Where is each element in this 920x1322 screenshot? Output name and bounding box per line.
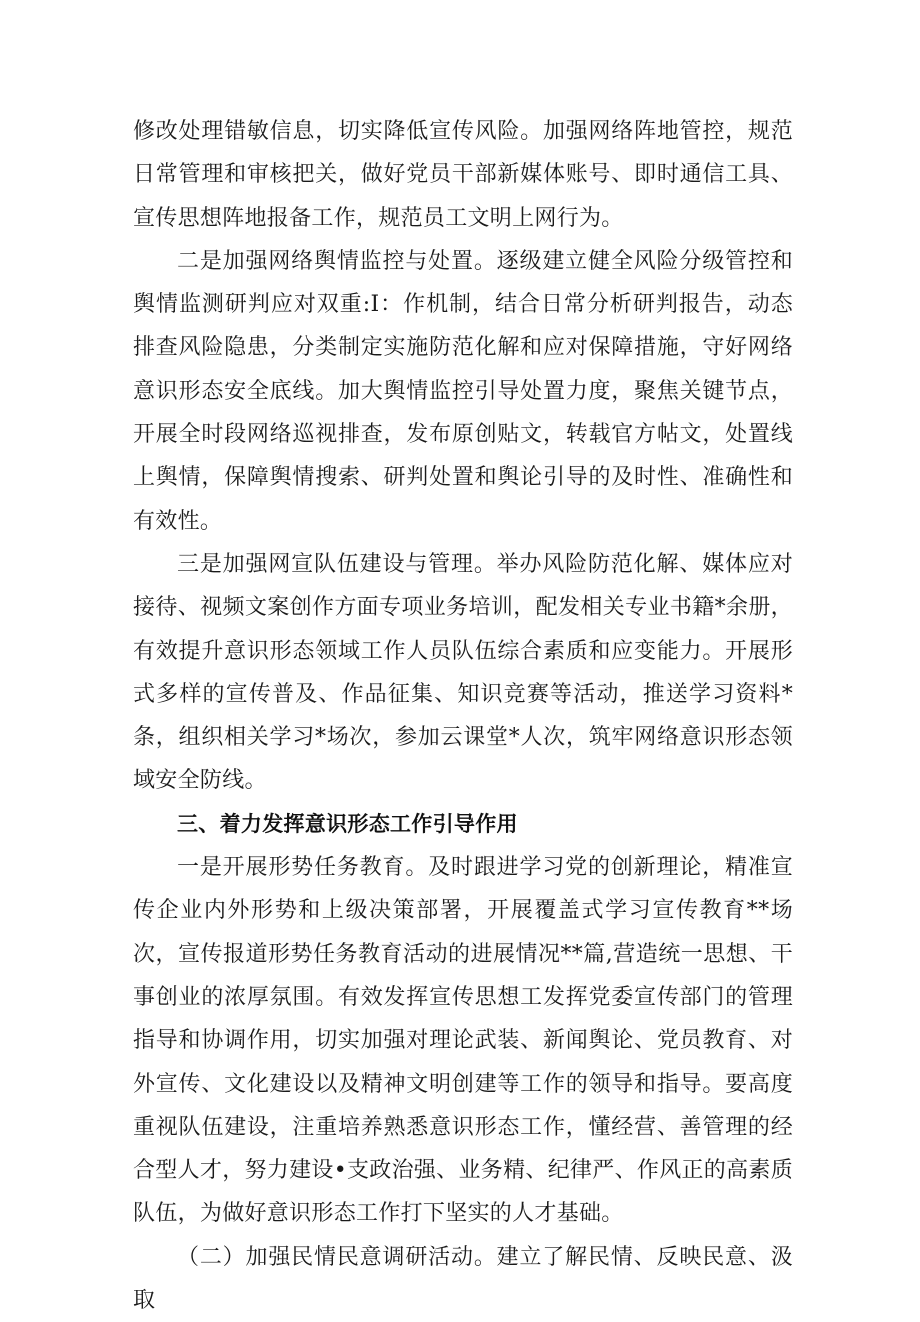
paragraph-network-team: 三是加强网宣队伍建设与管理。举办风险防范化解、媒体应对接待、视频文案创作方面专项业务培训，配发相关专业书籍*余册，有效提升意识形态领域工作人员队伍综合素质和应变能力。开展形式多样的宣传普及、作品征集、知识竞赛等活动，推送学习资料*条，组织相关学习*场次，参加云课堂*人次，筑牢网络意识形态领域安全防线。 <box>133 551 793 794</box>
paragraph-continuation: 修改处理错敏信息，切实降低宣传风险。加强网络阵地管控，规范日常管理和审核把关，做好党员干部新媒体账号、即时通信工具、宣传思想阵地报备工作，规范员工文明上网行为。 <box>133 119 793 231</box>
document-body <box>133 110 793 1322</box>
paragraph-public-sentiment-research: （二）加强民情民意调研活动。建立了解民情、反映民意、汲取 <box>133 1244 793 1314</box>
section-heading: 三、着力发挥意识形态工作引导作用 <box>177 811 518 836</box>
paragraph-situation-education: 一是开展形势任务教育。及时跟进学习党的创新理论，精准宣传企业内外形势和上级决策部署，开展覆盖式学习宣传教育**场次，宣传报道形势任务教育活动的进展情况**篇,营造统一思想、干事创业的浓厚氛围。有效发挥宣传思想工发挥党委宣传部门的管理指导和协调作用，切实加强对理论武装、新闻舆论、党员教育、对外宣传、文化建设以及精神文明创建等工作的领导和指导。要高度重视队伍建设，注重培养熟悉意识形态工作，懂经营、善管理的经合型人才，努力建设•支政治强、业务精、纪律严、作风正的高素质队伍，为做好意识形态工作打下坚实的人才基础。 <box>133 855 793 1227</box>
paragraph-network-public-opinion: 二是加强网络舆情监控与处置。逐级建立健全风险分级管控和舆情监测研判应对双重:I：作机制，结合日常分析研判报告，动态排查风险隐患，分类制定实施防范化解和应对保障措施，守好网络意识形态安全底线。加大舆情监控引导处置力度，聚焦关键节点，开展全时段网络巡视排查，发布原创贴文，转载官方帖文，处置线上舆情，保障舆情搜索、研判处置和舆论引导的及时性、准确性和有效性。 <box>133 248 793 534</box>
